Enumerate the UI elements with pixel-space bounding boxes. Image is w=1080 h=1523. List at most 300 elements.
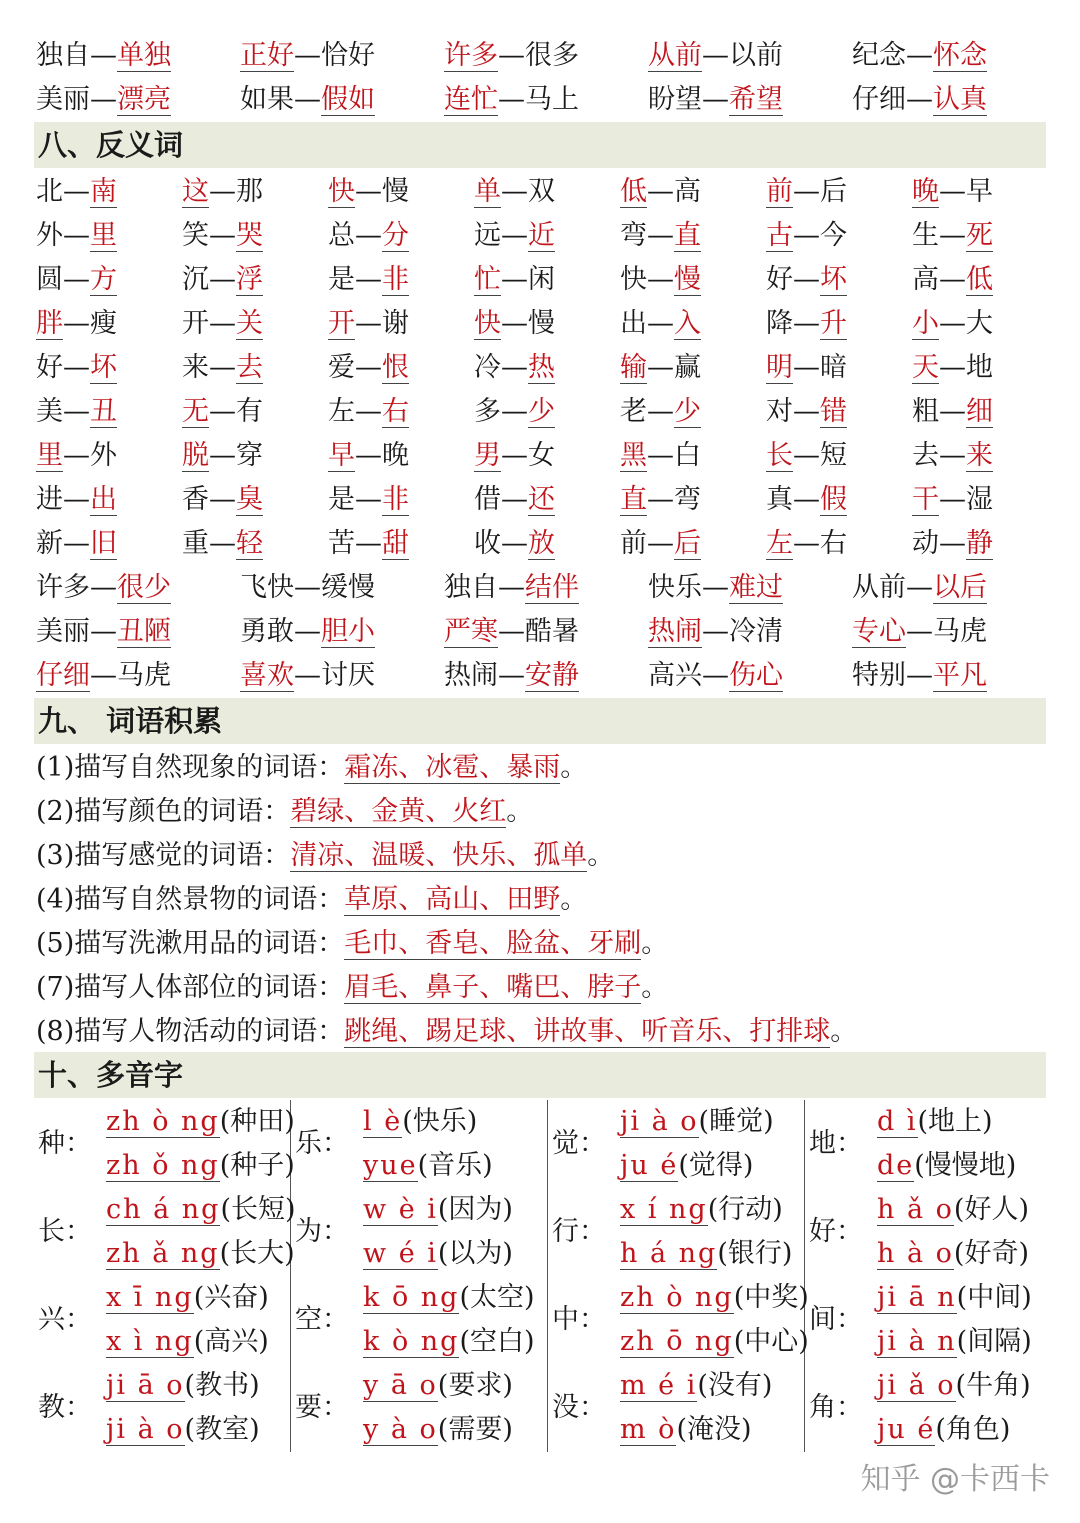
- polyphone-char: 要：: [295, 1392, 349, 1423]
- synonym-pair: [240, 78, 375, 122]
- antonym-phrase-pair: [444, 654, 579, 698]
- antonym-phrase-pair-dash: —: [294, 616, 321, 647]
- antonym-pair: [328, 346, 409, 390]
- antonym-pair-word-b: 有: [236, 396, 263, 427]
- antonym-pair-word-b: 女: [528, 440, 555, 471]
- antonym-phrase-pair-word-a: 专心: [852, 616, 906, 647]
- synonym-pair: [648, 34, 783, 78]
- antonym-pair-dash: —: [355, 484, 382, 515]
- synonym-pair: [240, 34, 375, 78]
- example-word: (长短): [220, 1194, 296, 1225]
- antonym-pair-dash: —: [209, 528, 236, 559]
- antonym-pair: [36, 434, 117, 478]
- antonym-pair: [620, 434, 701, 478]
- antonym-phrase-row: [0, 566, 1080, 610]
- pinyin: zh ò ng: [620, 1282, 734, 1313]
- antonym-pair-word-a: 晚: [912, 176, 939, 207]
- example-word: (因为): [437, 1194, 513, 1225]
- antonym-phrase-pair-dash: —: [498, 572, 525, 603]
- pinyin: ji ā o: [106, 1370, 185, 1401]
- polyphone-char: 中：: [552, 1304, 606, 1335]
- antonym-pair-word-a: 进: [36, 484, 63, 515]
- pinyin: zh ǒ ng: [106, 1150, 220, 1181]
- antonym-pair-word-a: 重: [182, 528, 209, 559]
- example-word: (高兴): [193, 1326, 269, 1357]
- antonym-pair-word-b: 早: [966, 176, 993, 207]
- accumulation-period: 。: [560, 752, 588, 783]
- antonym-pair-word-b: 非: [382, 264, 409, 295]
- antonym-pair-word-a: 笑: [182, 220, 209, 251]
- accumulation-period: 。: [506, 796, 534, 827]
- antonym-pair-word-b: 少: [674, 396, 701, 427]
- antonym-pair: [766, 434, 847, 478]
- synonym-pair-word-b: 认真: [933, 84, 987, 115]
- antonym-pair-word-a: 外: [36, 220, 63, 251]
- accumulation-period: 。: [641, 972, 669, 1003]
- synonym-pair-dash: —: [498, 40, 525, 71]
- antonym-pair-word-a: 低: [620, 176, 647, 207]
- accumulation-question: (1)描写自然现象的词语：: [36, 752, 345, 783]
- antonym-pair-word-b: 里: [90, 220, 117, 251]
- antonym-row: [0, 258, 1080, 302]
- antonym-pair: [912, 258, 993, 302]
- example-word: (中间): [956, 1282, 1032, 1313]
- antonym-pair-word-a: 左: [328, 396, 355, 427]
- antonym-row: [0, 302, 1080, 346]
- antonym-pair-word-a: 干: [912, 484, 939, 515]
- antonym-phrase-pair-word-a: 独自: [444, 572, 498, 603]
- antonym-phrase-pair-word-a: 特别: [852, 660, 906, 691]
- antonym-pair-word-b: 静: [966, 528, 993, 559]
- polyphone-reading: [106, 1364, 260, 1408]
- polyphone-reading: [877, 1408, 1010, 1452]
- antonym-pair-word-b: 甜: [382, 528, 409, 559]
- accumulation-period: 。: [830, 1016, 858, 1047]
- antonym-row: [0, 434, 1080, 478]
- antonym-pair-word-b: 暗: [820, 352, 847, 383]
- antonym-phrase-pair-word-b: 讨厌: [321, 660, 375, 691]
- antonym-pair-dash: —: [355, 528, 382, 559]
- accumulation-item: [36, 790, 533, 834]
- example-word: (以为): [437, 1238, 513, 1269]
- antonym-pair-word-a: 是: [328, 264, 355, 295]
- synonym-pair-dash: —: [294, 40, 321, 71]
- antonym-pair-word-a: 苦: [328, 528, 355, 559]
- example-word: (牛角): [955, 1370, 1031, 1401]
- polyphone-reading: [363, 1100, 477, 1144]
- pinyin: yue: [363, 1150, 418, 1181]
- antonym-pair-word-b: 双: [528, 176, 555, 207]
- antonym-phrase-pair-word-a: 热闹: [648, 616, 702, 647]
- antonym-phrase-pair-word-a: 勇敢: [240, 616, 294, 647]
- antonym-phrase-pair: [36, 610, 171, 654]
- antonym-pair-dash: —: [63, 440, 90, 471]
- antonym-pair-word-b: 少: [528, 396, 555, 427]
- antonym-pair: [474, 522, 555, 566]
- antonym-pair-word-a: 冷: [474, 352, 501, 383]
- antonym-pair-dash: —: [793, 528, 820, 559]
- antonym-pair: [36, 214, 117, 258]
- antonym-pair-dash: —: [355, 396, 382, 427]
- synonym-pair-word-a: 如果: [240, 84, 294, 115]
- example-word: (快乐): [402, 1106, 478, 1137]
- antonym-pair: [474, 214, 555, 258]
- antonym-pair: [474, 302, 555, 346]
- antonym-row: [0, 390, 1080, 434]
- antonym-pair-word-b: 白: [674, 440, 701, 471]
- antonym-pair: [912, 434, 993, 478]
- antonym-pair-dash: —: [63, 484, 90, 515]
- pinyin: k ò ng: [363, 1326, 460, 1357]
- antonym-phrase-pair-word-a: 快乐: [648, 572, 702, 603]
- antonym-phrase-pair-dash: —: [498, 616, 525, 647]
- antonym-row: [0, 170, 1080, 214]
- antonym-pair-dash: —: [209, 484, 236, 515]
- accumulation-question: (2)描写颜色的词语：: [36, 796, 291, 827]
- antonym-pair-word-b: 慢: [528, 308, 555, 339]
- pinyin: w é i: [363, 1238, 438, 1269]
- antonym-pair-dash: —: [209, 440, 236, 471]
- example-word: (银行): [717, 1238, 793, 1269]
- antonym-phrase-pair-word-b: 酷暑: [525, 616, 579, 647]
- antonym-pair-dash: —: [501, 528, 528, 559]
- antonym-pair: [182, 434, 263, 478]
- antonym-pair-dash: —: [501, 308, 528, 339]
- synonym-pair: [852, 78, 987, 122]
- example-word: (觉得): [678, 1150, 754, 1181]
- synonym-pair: [36, 78, 171, 122]
- antonym-pair-dash: —: [63, 352, 90, 383]
- pinyin: ju é: [620, 1150, 679, 1181]
- synonym-pair-word-a: 美丽: [36, 84, 90, 115]
- example-word: (睡觉): [698, 1106, 774, 1137]
- antonym-pair-word-b: 入: [674, 308, 701, 339]
- antonym-pair-word-a: 来: [182, 352, 209, 383]
- antonym-pair-word-a: 好: [766, 264, 793, 295]
- polyphone-reading: [363, 1408, 513, 1452]
- antonym-phrase-pair-word-a: 热闹: [444, 660, 498, 691]
- antonym-pair-word-b: 近: [528, 220, 555, 251]
- example-word: (淹没): [676, 1414, 752, 1445]
- antonym-phrase-pair-word-b: 胆小: [321, 616, 375, 647]
- antonym-phrase-pair-word-a: 许多: [36, 572, 90, 603]
- antonym-pair: [328, 214, 409, 258]
- antonym-pair: [620, 390, 701, 434]
- antonym-pair-word-b: 低: [966, 264, 993, 295]
- example-word: (种田): [219, 1106, 295, 1137]
- antonym-pair-word-b: 晚: [382, 440, 409, 471]
- antonym-phrase-pair-word-b: 马虎: [117, 660, 171, 691]
- antonym-pair-word-b: 旧: [90, 528, 117, 559]
- antonym-pair-word-b: 还: [528, 484, 555, 515]
- antonym-pair-word-b: 湿: [966, 484, 993, 515]
- synonym-pair-dash: —: [702, 84, 729, 115]
- antonym-pair-word-b: 错: [820, 396, 847, 427]
- antonym-pair-word-b: 右: [820, 528, 847, 559]
- antonym-pair: [36, 346, 117, 390]
- antonym-pair: [328, 478, 409, 522]
- synonym-pair-word-a: 独自: [36, 40, 90, 71]
- synonym-pair-dash: —: [906, 84, 933, 115]
- antonym-pair-word-a: 爱: [328, 352, 355, 383]
- antonym-pair: [182, 346, 263, 390]
- antonym-pair-dash: —: [647, 220, 674, 251]
- polyphone-reading: [877, 1364, 1031, 1408]
- pinyin: x í ng: [620, 1194, 708, 1225]
- antonym-pair-dash: —: [939, 176, 966, 207]
- example-word: (种子): [219, 1150, 295, 1181]
- antonym-pair-word-b: 坏: [90, 352, 117, 383]
- antonym-phrase-pair-dash: —: [90, 616, 117, 647]
- polyphone-reading: [106, 1100, 295, 1144]
- antonym-pair-word-a: 借: [474, 484, 501, 515]
- antonym-pair-word-b: 那: [236, 176, 263, 207]
- antonym-pair-word-a: 出: [620, 308, 647, 339]
- polyphone-reading: [620, 1100, 774, 1144]
- accumulation-period: 。: [587, 840, 615, 871]
- antonym-pair-dash: —: [793, 264, 820, 295]
- antonym-pair: [36, 258, 117, 302]
- antonym-pair: [620, 478, 701, 522]
- accumulation-answer: 清凉、温暖、快乐、孤单: [290, 840, 588, 871]
- example-word: (慢慢地): [914, 1150, 1017, 1181]
- antonym-pair-word-a: 小: [912, 308, 939, 339]
- antonym-pair-word-b: 臭: [236, 484, 263, 515]
- watermark: 知乎 @卡西卡: [860, 1462, 1050, 1497]
- antonym-pair-word-b: 今: [820, 220, 847, 251]
- antonym-pair-word-b: 后: [820, 176, 847, 207]
- polyphone-reading: [106, 1188, 296, 1232]
- antonym-pair: [766, 258, 847, 302]
- polyphone-char: 间：: [809, 1304, 863, 1335]
- antonym-phrase-pair-dash: —: [702, 616, 729, 647]
- antonym-pair-word-a: 对: [766, 396, 793, 427]
- antonym-pair-word-a: 脱: [182, 440, 209, 471]
- polyphone-char: 教：: [38, 1392, 92, 1423]
- antonym-row: [0, 478, 1080, 522]
- antonym-phrase-pair-word-a: 仔细: [36, 660, 90, 691]
- synonym-pair-word-a: 仔细: [852, 84, 906, 115]
- antonym-pair-dash: —: [793, 440, 820, 471]
- accumulation-item: [36, 922, 668, 966]
- polyphone-reading: [106, 1408, 260, 1452]
- antonym-pair-word-a: 左: [766, 528, 793, 559]
- antonym-pair-dash: —: [63, 220, 90, 251]
- antonym-pair-word-b: 去: [236, 352, 263, 383]
- antonym-pair: [474, 478, 555, 522]
- antonym-pair-dash: —: [355, 308, 382, 339]
- polyphone-reading: [106, 1320, 269, 1364]
- antonym-pair-word-a: 输: [620, 352, 647, 383]
- antonym-phrase-pair: [444, 566, 579, 610]
- antonym-pair-word-b: 哭: [236, 220, 263, 251]
- antonym-pair: [766, 390, 847, 434]
- antonym-pair: [182, 478, 263, 522]
- polyphone-char: 好：: [809, 1216, 863, 1247]
- antonym-pair: [474, 346, 555, 390]
- antonym-pair-word-a: 快: [620, 264, 647, 295]
- antonym-pair-dash: —: [793, 220, 820, 251]
- antonym-pair-dash: —: [793, 352, 820, 383]
- polyphone-char: 角：: [809, 1392, 863, 1423]
- antonym-phrase-pair-word-b: 平凡: [933, 660, 987, 691]
- synonym-pair: [444, 34, 579, 78]
- polyphone-char: 兴：: [38, 1304, 92, 1335]
- antonym-phrase-pair: [240, 566, 375, 610]
- antonym-pair-dash: —: [63, 308, 90, 339]
- pinyin: x ì ng: [106, 1326, 194, 1357]
- synonym-pair-word-b: 马上: [525, 84, 579, 115]
- antonym-pair-word-a: 胖: [36, 308, 63, 339]
- antonym-pair-dash: —: [501, 484, 528, 515]
- example-word: (角色): [935, 1414, 1011, 1445]
- antonym-pair: [766, 170, 847, 214]
- accumulation-answer: 眉毛、鼻子、嘴巴、脖子: [344, 972, 642, 1003]
- example-word: (没有): [697, 1370, 773, 1401]
- synonym-pair-word-a: 连忙: [444, 84, 498, 115]
- antonym-pair-word-a: 远: [474, 220, 501, 251]
- synonym-pair: [648, 78, 783, 122]
- antonym-pair-dash: —: [209, 396, 236, 427]
- antonym-phrase-pair-word-b: 冷清: [729, 616, 783, 647]
- polyphone-reading: [877, 1320, 1032, 1364]
- antonym-pair: [182, 170, 263, 214]
- antonym-pair-word-b: 来: [966, 440, 993, 471]
- antonym-phrase-pair-word-a: 从前: [852, 572, 906, 603]
- antonym-pair-word-a: 前: [766, 176, 793, 207]
- antonym-pair-dash: —: [501, 352, 528, 383]
- antonym-pair-word-b: 出: [90, 484, 117, 515]
- antonym-pair-word-b: 短: [820, 440, 847, 471]
- antonym-pair: [766, 522, 847, 566]
- antonym-pair: [620, 302, 701, 346]
- antonym-pair-dash: —: [63, 528, 90, 559]
- antonym-pair-word-a: 粗: [912, 396, 939, 427]
- antonym-pair: [912, 522, 993, 566]
- antonym-pair-word-a: 古: [766, 220, 793, 251]
- accumulation-item: [36, 834, 614, 878]
- example-word: (音乐): [417, 1150, 493, 1181]
- antonym-pair-word-b: 地: [966, 352, 993, 383]
- pinyin: de: [877, 1150, 915, 1181]
- antonym-pair-dash: —: [647, 396, 674, 427]
- accumulation-answer: 碧绿、金黄、火红: [290, 796, 507, 827]
- antonym-pair-word-a: 快: [474, 308, 501, 339]
- antonym-pair-word-a: 明: [766, 352, 793, 383]
- antonym-pair-dash: —: [939, 396, 966, 427]
- antonym-pair: [912, 170, 993, 214]
- pinyin: w è i: [363, 1194, 438, 1225]
- polyphone-reading: [620, 1144, 753, 1188]
- example-word: (兴奋): [193, 1282, 269, 1313]
- synonym-pair-word-a: 从前: [648, 40, 702, 71]
- antonym-pair-dash: —: [501, 440, 528, 471]
- antonym-pair-dash: —: [939, 352, 966, 383]
- synonym-pair-word-a: 盼望: [648, 84, 702, 115]
- pinyin: ch á ng: [106, 1194, 221, 1225]
- antonym-pair-word-a: 早: [328, 440, 355, 471]
- antonym-pair-word-b: 关: [236, 308, 263, 339]
- antonym-phrase-pair-word-b: 马虎: [933, 616, 987, 647]
- pinyin: y ā o: [363, 1370, 438, 1401]
- antonym-pair-word-b: 放: [528, 528, 555, 559]
- antonym-pair-word-b: 闲: [528, 264, 555, 295]
- antonym-pair: [328, 434, 409, 478]
- example-word: (教书): [184, 1370, 260, 1401]
- antonym-pair: [620, 258, 701, 302]
- antonym-pair-dash: —: [209, 308, 236, 339]
- antonym-pair: [766, 302, 847, 346]
- antonym-pair: [620, 214, 701, 258]
- antonym-phrase-pair-word-b: 丑陋: [117, 616, 171, 647]
- antonym-pair-word-b: 谢: [382, 308, 409, 339]
- polyphone-char: 地：: [809, 1128, 863, 1159]
- antonym-phrase-pair: [240, 610, 375, 654]
- antonym-pair: [182, 258, 263, 302]
- antonym-pair: [182, 214, 263, 258]
- antonym-phrase-pair-word-b: 以后: [933, 572, 987, 603]
- pinyin: zh ò ng: [106, 1106, 220, 1137]
- antonym-phrase-row: [0, 654, 1080, 698]
- antonym-pair: [620, 346, 701, 390]
- antonym-pair-word-a: 男: [474, 440, 501, 471]
- antonym-pair: [328, 390, 409, 434]
- pinyin: m é i: [620, 1370, 698, 1401]
- accumulation-item: [36, 878, 587, 922]
- antonym-pair-word-a: 直: [620, 484, 647, 515]
- polyphone-reading: [363, 1364, 513, 1408]
- antonym-pair-word-b: 升: [820, 308, 847, 339]
- polyphone-reading: [877, 1232, 1029, 1276]
- accumulation-answer: 毛巾、香皂、脸盆、牙刷: [344, 928, 642, 959]
- polyphone-reading: [620, 1320, 809, 1364]
- polyphone-char: 行：: [552, 1216, 606, 1247]
- antonym-phrase-pair-word-b: 很少: [117, 572, 171, 603]
- antonym-pair-dash: —: [939, 308, 966, 339]
- antonym-phrase-pair-dash: —: [702, 660, 729, 691]
- antonym-pair-word-a: 长: [766, 440, 793, 471]
- antonym-pair-dash: —: [647, 440, 674, 471]
- pinyin: k ō ng: [363, 1282, 460, 1313]
- antonym-pair-word-a: 新: [36, 528, 63, 559]
- antonym-row: [0, 346, 1080, 390]
- antonym-phrase-pair: [852, 610, 987, 654]
- antonym-pair-word-b: 细: [966, 396, 993, 427]
- antonym-pair-dash: —: [647, 352, 674, 383]
- antonym-pair-word-b: 直: [674, 220, 701, 251]
- antonym-pair-word-a: 香: [182, 484, 209, 515]
- accumulation-question: (7)描写人体部位的词语：: [36, 972, 345, 1003]
- antonym-pair-dash: —: [501, 264, 528, 295]
- antonym-pair: [36, 522, 117, 566]
- antonym-pair: [36, 478, 117, 522]
- antonym-pair: [328, 302, 409, 346]
- antonym-pair-dash: —: [647, 528, 674, 559]
- antonym-pair: [474, 390, 555, 434]
- antonym-pair-word-a: 这: [182, 176, 209, 207]
- antonym-phrase-pair: [648, 566, 783, 610]
- antonym-phrase-pair-dash: —: [906, 572, 933, 603]
- antonym-pair-word-a: 收: [474, 528, 501, 559]
- pinyin: x ī ng: [106, 1282, 194, 1313]
- antonym-pair-word-b: 恨: [382, 352, 409, 383]
- antonym-pair-word-a: 去: [912, 440, 939, 471]
- antonym-pair-word-b: 坏: [820, 264, 847, 295]
- antonym-pair-dash: —: [209, 352, 236, 383]
- antonym-pair-word-a: 里: [36, 440, 63, 471]
- antonym-pair: [766, 346, 847, 390]
- synonym-pair-word-a: 正好: [240, 40, 294, 71]
